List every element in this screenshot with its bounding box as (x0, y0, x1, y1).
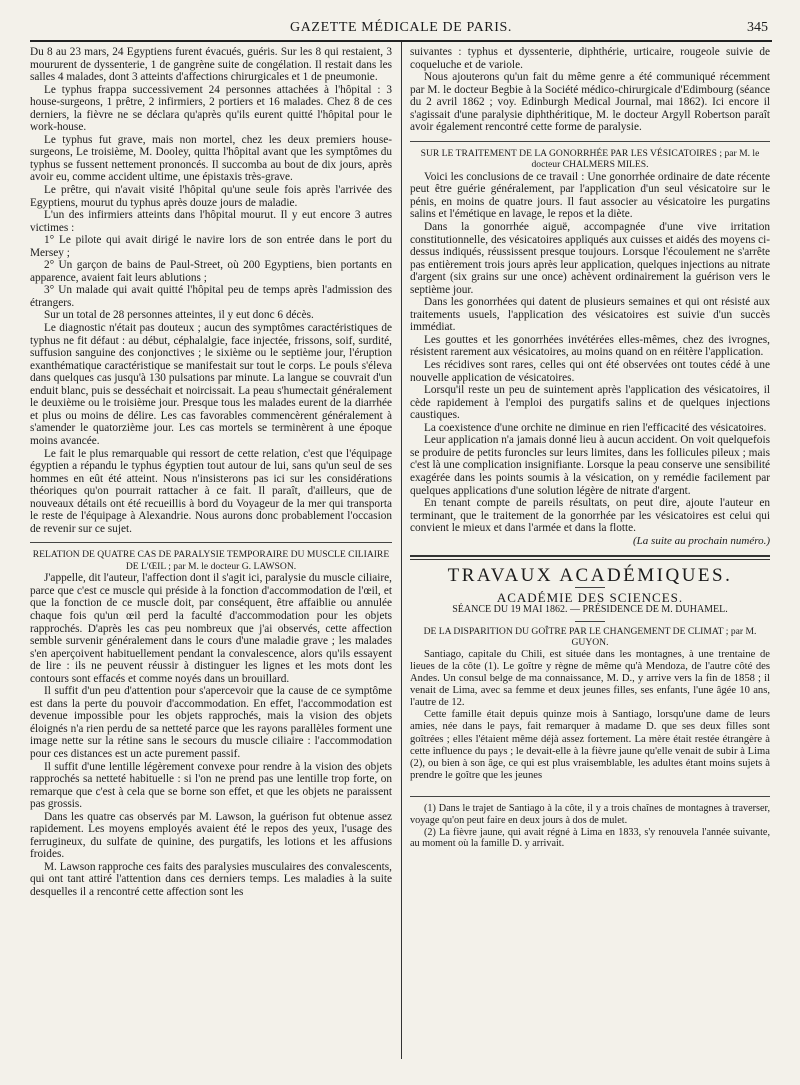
short-rule (575, 621, 605, 622)
paragraph: En tenant compte de pareils résultats, on peut dire, ajoute l'auteur en terminant, que le traitement de la gonorrhée par les vésicatoires est celui qui convient le mieux et dans l'armée et dans la flotte. (410, 497, 770, 535)
footnote: (2) La fièvre jaune, qui avait régné à Lima en 1833, s'y renouvela l'année suivante, au moment où la famille D. y arrivait. (410, 826, 770, 850)
paragraph: L'un des infirmiers atteints dans l'hôpital mourut. Il y eut encore 3 autres victimes : (30, 209, 392, 234)
journal-title: GAZETTE MÉDICALE DE PARIS. (290, 20, 512, 35)
left-column (30, 46, 392, 899)
paragraph: Il suffit d'un peu d'attention pour s'apercevoir que la cause de ce symptôme est dans la perte du pouvoir d'accommodation. En effet, l'accommodation est devenue impossible pour les objets rapprochés, mais la vision des objets éloignés n'a rien perdu de sa netteté parce que les rayons parallèles forment une image nette sur la rétine sans le secours du muscle ciliaire : l'accommodation pour ces distances est un acte purement passif. (30, 685, 392, 760)
section-separator (410, 141, 770, 142)
academic-section-title: TRAVAUX ACADÉMIQUES. (447, 565, 733, 587)
paragraph: J'appelle, dit l'auteur, l'affection dont il s'agit ici, paralysie du muscle ciliaire, parce que c'est ce muscle qui préside à la fonction d'accommodation de l'œil, et que la fonction de ce muscle doit, par conséquent, être affaiblie ou annulée chaque fois qu'un œil perd la faculté d'accommodation pour les objets rapprochés. D'après les cas peu nombreux que j'ai observés, cette affection semble survenir généralement dans le cours d'une maladie grave ; les malades s'en aperçoivent habituellement pendant la convalescence, alors qu'ils essayent de lire : ils ne peuvent réussir à distinguer les lignes et les mots dont les contours sont effacés et comme noyés dans un brouillard. (30, 572, 392, 685)
section-separator (30, 542, 392, 543)
paragraph: Les récidives sont rares, celles qui ont été observées ont toutes cédé à une nouvelle application de vésicatoires. (410, 359, 770, 384)
paragraph: Le typhus fut grave, mais non mortel, chez les deux premiers house-surgeons, Le troisième, M. Dooley, quitta l'hôpital avant que les symptômes du typhus se fussent nettement prononcés. Il succomba au bout de dix jours, après avoir eu, comme accident ultime, une épistaxis très-grave. (30, 133, 392, 184)
right-column (410, 46, 770, 850)
paragraph: Le typhus frappa successivement 24 personnes attachées à l'hôpital : 3 house-surgeons, 1 prêtre, 2 infirmiers, 2 portiers et 16 malades. Chez 8 de ces derniers, la fièvre ne se déclara qu'après qu'ils eurent quitté l'hôpital pour le work-house. (30, 83, 392, 134)
paragraph: Dans les quatre cas observés par M. Lawson, la guérison fut obtenue assez rapidement. Les moyens employés avaient été le repos des yeux, l'usage des ferrugineux, du sulfate de quinine, des purgatifs, les lotions et les affusions froides. (30, 810, 392, 861)
paragraph: 1° Le pilote qui avait dirigé le navire lors de son entrée dans le port du Mersey ; (30, 234, 392, 259)
paragraph: La coexistence d'une orchite ne diminue en rien l'efficacité des vésicatoires. (424, 421, 767, 434)
section-title: SUR LE TRAITEMENT DE LA GONORRHÉE PAR LES VÉSICATOIRES ; par M. le docteur CHALMERS MILES. (420, 147, 760, 171)
paragraph: Nous ajouterons qu'un fait du même genre a été communiqué récemment par M. le docteur Begbie à la Société médico-chirurgicale d'Edimbourg (séance du 2 avril 1862 ; voy. Edinburgh Medical Journal, mai 1862). Ici encore il s'agissait d'une paralysie diphthéritique, M. le docteur Argyll Robertson paraît avoir également rencontré cette forme de paralysie. (410, 71, 770, 134)
paragraph: Cette famille était depuis quinze mois à Santiago, lorsqu'une dame de leurs amies, née dans le pays, fait remarquer à madame D. que ses deux filles sont goîtrées ; elles l'étaient même déjà assez fortement. La mère était restée étrangère à cette influence du pays ; le devait-elle à la fièvre jaune qu'elle venait de subir à Lima (2), ou bien à son âge, ce qui est plus vraisemblable, les adultes étant moins sujets à prendre le goître que les jeunes (410, 709, 770, 781)
paragraph: 3° Un malade qui avait quitté l'hôpital peu de temps après l'admission des étrangers. (30, 284, 392, 309)
paragraph: suivantes : typhus et dyssenterie, diphthérie, urticaire, rougeole suivie de coqueluche et de variole. (410, 46, 770, 71)
footnote-rule (410, 796, 770, 797)
paragraph: Lorsqu'il reste un peu de suintement après l'application des vésicatoires, il cède rapidement à l'emploi des purgatifs salins et de quelques injections caustiques. (410, 384, 770, 422)
session-line: SÉANCE DU 19 MAI 1862. — PRÉSIDENCE DE M. DUHAMEL. (452, 604, 728, 616)
paragraph: Il suffit d'une lentille légèrement convexe pour rendre à la vision des objets rapprochés sa netteté habituelle : si l'on ne prend pas une lentille trop forte, on remarque que c'est à cela que se borne son effet, et que les objets ne paraissent pas grossis. (30, 760, 392, 811)
paragraph: Leur application n'a jamais donné lieu à aucun accident. On voit quelquefois se produire de petits furoncles sur leurs limites, dans les follicules pileux ; mais c'est là une complication insignifiante. Lorsque la peau conserve une sensibilité exagérée dans les points soumis à la vésication, on y remédie facilement par quelques applications d'une solution légère de nitrate d'argent. (410, 434, 770, 497)
section-title: RELATION DE QUATRE CAS DE PARALYSIE TEMPORAIRE DU MUSCLE CILIAIRE DE L'ŒIL ; par M. le docteur G. LAWSON. (32, 549, 390, 572)
paragraph: Dans la gonorrhée aiguë, accompagnée d'une vive irritation constitutionnelle, des vésicatoires appliqués aux cuisses et aidés des moyens ci-dessus indiqués, réussissent presque toujours. Lorsque l'écoulement ne s'arrête pas entièrement trois jours après leur application, quelques injections au nitrate d'argent (six grains sur une once) achèvent ordinairement la guérison vers le septième jour. (410, 221, 770, 296)
paragraph: Sur un total de 28 personnes atteintes, il y eut donc 6 décès. (44, 309, 314, 322)
section-title: DE LA DISPARITION DU GOÎTRE PAR LE CHANGEMENT DE CLIMAT ; par M. GUYON. (423, 625, 757, 649)
paragraph: 2° Un garçon de bains de Paul-Street, où 200 Egyptiens, bien portants en apparence, avaient fait leurs ablutions ; (30, 259, 392, 284)
paragraph: Le prêtre, qui n'avait visité l'hôpital qu'une seule fois après l'arrivée des Egyptiens, mourut du typhus après douze jours de maladie. (30, 184, 392, 209)
academy-title: ACADÉMIE DES SCIENCES. (496, 589, 684, 605)
paragraph: Le diagnostic n'était pas douteux ; aucun des symptômes caractéristiques de typhus ne fit défaut : au début, céphalalgie, face injectée, frissons, soif, surdité, suffusion sanguine des conjonctives ; le sixième ou le septième jour, l'éruption exanthématique caractéristique se manifestait sur tout le corps. Le pouls s'éleva dans quelques cas jusqu'à 130 pulsations par minute. La langue se couvrait d'un enduit blanc, puis se desséchait et noircissait. La peau s'humectait généralement le deuxième ou le troisième jour. Presque tous les malades eurent de la diarrhée et plus ou moins de délire. Les cas favorables commencèrent généralement à s'amender le quatorzième jour. Les cas mortels se terminèrent à une époque moins avancée. (30, 322, 392, 447)
page-number: 345 (747, 20, 768, 35)
column-divider (401, 42, 402, 1059)
short-rule (575, 587, 605, 588)
paragraph: M. Lawson rapproche ces faits des paralysies musculaires des convalescents, qui ont tant attiré l'attention dans ces derniers temps. Les maladies à la suite desquelles il a rencontré cette affection sont les (30, 860, 392, 898)
paragraph: Santiago, capitale du Chili, est située dans les montagnes, à une trentaine de lieues de la côte (1). Le goître y règne de même qu'à Mendoza, de l'autre côté des Andes. Un consul belge de ma connaissance, M. D., y arrive vers la fin de 1858 ; il venait de Lima, avec sa femme et deux jeunes filles, ses enfants, l'une âgée 10 ans, l'autre de 12. (410, 648, 770, 709)
footnote: (1) Dans le trajet de Santiago à la côte, il y a trois chaînes de montagnes à traverser, voyage qu'on peut faire en deux jours à dos de mulet. (410, 802, 770, 826)
double-rule (410, 555, 770, 560)
page-header (30, 20, 772, 40)
continued-note: (La suite au prochain numéro.) (633, 534, 770, 547)
paragraph: Voici les conclusions de ce travail : Une gonorrhée ordinaire de date récente peut être guérie généralement, par l'application d'un seul vésicatoire sur le pénis, en moins de quatre jours. Il faut associer au vésicatoire les purgatins salins et l'émétique en lavage, le repos et la diète. (410, 170, 770, 221)
paragraph: Le fait le plus remarquable qui ressort de cette relation, c'est que l'équipage égyptien a répandu le typhus égyptien tout autour de lui, sans qu'un seul de ses hommes en eût été atteint. Nous n'insisterons pas ici sur les considérations théoriques qu'on pourrait rattacher à ce fait. Il paraît, d'ailleurs, que de nouveaux détails ont été recueillis à bord du Voyageur de la mer qui transporta le reste de l'équipage à Alexandrie. Nous aurons donc probablement l'occasion de revenir sur ce sujet. (30, 447, 392, 535)
paragraph: Du 8 au 23 mars, 24 Egyptiens furent évacués, guéris. Sur les 8 qui restaient, 3 moururent de dyssenterie, 1 de gangrène suite de congélation. Il restait dans les salles 4 malades, dont 3 atteints d'affections chirurgicales et 1 de pneumonie. (30, 46, 392, 84)
paragraph: Les gouttes et les gonorrhées invétérées elles-mêmes, chez des ivrognes, résistent rarement aux vésicatoires, au moins quand on en réitère l'application. (410, 333, 770, 359)
paragraph: Dans les gonorrhées qui datent de plusieurs semaines et qui ont résisté aux traitements usuels, l'application des vésicatoires est suivie d'un succès immédiat. (410, 296, 770, 334)
